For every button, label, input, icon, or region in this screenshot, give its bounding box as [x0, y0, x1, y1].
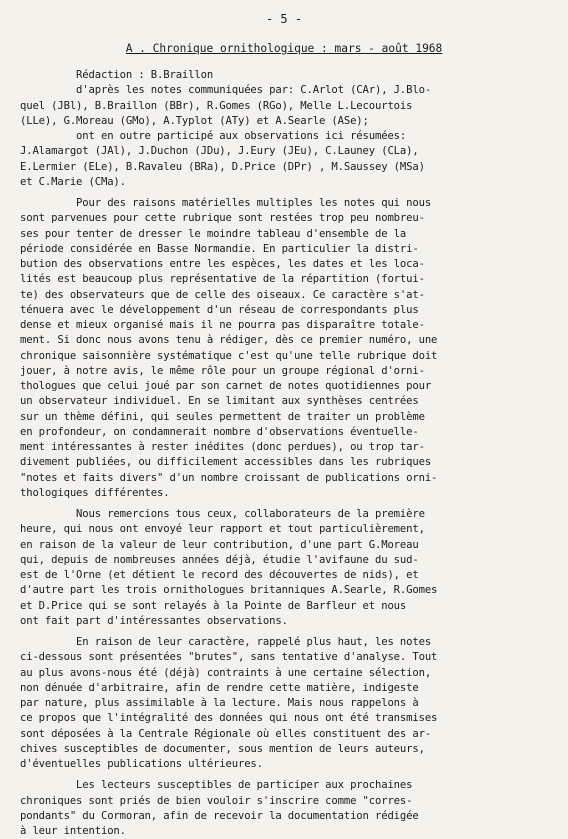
body-text	[20, 68, 558, 839]
text-line: et D.Price qui se sont relayés à la Pointe de Barfleur et nous	[20, 599, 407, 612]
text-line: ment intéressantes à rester inédites (donc perdues), ou trop tar-	[20, 441, 425, 453]
text-line: heure, qui nous ont envoyé leur rapport et tout particulièrement,	[20, 523, 425, 536]
text-line: ce propos que l'intégralité des données qui nous ont été transmises	[20, 712, 438, 725]
text-line: Rédaction : B.Braillon	[20, 69, 214, 81]
text-line: d'éventuelles publications ultérieures.	[20, 758, 263, 770]
text-line: bution des observations entre les espèces, les dates et les loca-	[20, 258, 425, 270]
text-line: à leur intention.	[20, 825, 126, 837]
text-line: sont déposées à la Centrale Régionale où elles constituent des ar-	[20, 727, 432, 740]
text-line: en raison de la valeur de leur contribution, d'une part G.Moreau	[20, 538, 419, 551]
text-line: qui, depuis de nombreuses années déjà, étudie l'avifaune du sud-	[20, 553, 419, 566]
text-line: et C.Marie (CMa).	[20, 175, 126, 188]
paragraph	[20, 196, 558, 501]
section-title	[0, 42, 568, 55]
text-line: pondants" du Cormoran, afin de recevoir la documentation rédigée	[20, 809, 419, 822]
text-line: "notes et faits divers" d'un nombre croissant de publications orni-	[20, 471, 438, 484]
text-line: J.Alamargot (JAl), J.Duchon (JDu), J.Eury (JEu), C.Launey (CLa),	[20, 145, 419, 158]
text-line: période considérée en Basse Normandie. En particulier la distri-	[20, 242, 419, 255]
text-line: (LLe), G.Moreau (GMo), A.Typlot (ATy) et A.Searle (ASe);	[20, 114, 369, 127]
page-number: - 5 -	[265, 12, 303, 26]
text-line: ont fait part d'intéressantes observations.	[20, 614, 288, 627]
text-line: quel (JBl), B.Braillon (BBr), R.Gomes (RGo), Melle L.Lecourtois	[20, 99, 413, 112]
text-line: Pour des raisons matérielles multiples les notes qui nous	[20, 197, 432, 209]
text-line: d'autre part les trois ornithologues britanniques A.Searle, R.Gomes	[20, 584, 438, 597]
text-line: chronique saisonnière systématique c'est qu'une telle rubrique doit	[20, 349, 438, 362]
paragraph	[20, 635, 558, 772]
text-line: est de l'Orne (et détient le record des découvertes de nids), et	[20, 569, 419, 581]
text-line: dense et mieux organisé mais il ne pourra pas disparaître totale-	[20, 319, 425, 331]
text-line: au plus avons-nous été (déjà) contraints à une certaine sélection,	[20, 666, 432, 679]
text-line: Nous remercions tous ceux, collaborateurs de la première	[20, 508, 425, 520]
text-line: ténuera avec le développement d'un réseau de correspondants plus	[20, 303, 419, 316]
text-line: sur un thème défini, qui seules permettent de traiter un problème	[20, 410, 425, 423]
text-line: jouer, à notre avis, le même rôle pour un groupe régional d'orni-	[20, 364, 425, 377]
paragraph	[20, 778, 558, 839]
text-line: En raison de leur caractère, rappelé plus haut, les notes	[20, 636, 432, 648]
text-line: lités est beaucoup plus représentative de la répartition (fortui-	[20, 273, 425, 286]
text-line: thologiques différentes.	[20, 486, 170, 499]
paragraph	[20, 507, 558, 629]
text-line: chives susceptibles de documenter, sous mention de leurs auteurs,	[20, 742, 425, 755]
text-line: ment. Si donc nous avons tenu à rédiger, dès ce premier numéro, une	[20, 334, 438, 347]
text-line: Les lecteurs susceptibles de participer aux prochaines	[20, 779, 413, 792]
text-line: non dénuée d'arbitraire, afin de rendre cette matière, indigeste	[20, 681, 419, 694]
text-line: d'après les notes communiquées par: C.Arlot (CAr), J.Blo-	[20, 84, 432, 97]
text-line: en profondeur, on condamnerait nombre d'observations éventuelle-	[20, 425, 419, 438]
text-line: te) des observateurs que de celle des oiseaux. Ce caractère s'at-	[20, 288, 425, 301]
text-line: sont parvenues pour cette rubrique sont restées trop peu nombreu-	[20, 212, 425, 225]
text-line: divement publiées, ou difficilement accessibles dans les rubriques	[20, 456, 432, 469]
text-line: un observateur individuel. En se limitant aux synthèses centrées	[20, 395, 419, 408]
text-line: ci-dessous sont présentées "brutes", sans tentative d'analyse. Tout	[20, 651, 438, 664]
text-line: chroniques sont priés de bien vouloir s'inscrire comme "corres-	[20, 794, 413, 807]
paragraph	[20, 68, 558, 190]
text-line: thologues que celui joué par son carnet de notes quotidiennes pour	[20, 380, 432, 392]
text-line: par nature, plus assimilable à la lecture. Mais nous rappelons à	[20, 697, 419, 709]
text-line: ses pour tenter de dresser le moindre tableau d'ensemble de la	[20, 227, 407, 240]
text-line: ont en outre participé aux observations ici résumées:	[20, 130, 407, 142]
section-title-text: A . Chronique ornithologique : mars - août 1968	[125, 42, 443, 55]
text-line: E.Lermier (ELe), B.Ravaleu (BRa), D.Price (DPr) , M.Saussey (MSa)	[20, 160, 425, 173]
